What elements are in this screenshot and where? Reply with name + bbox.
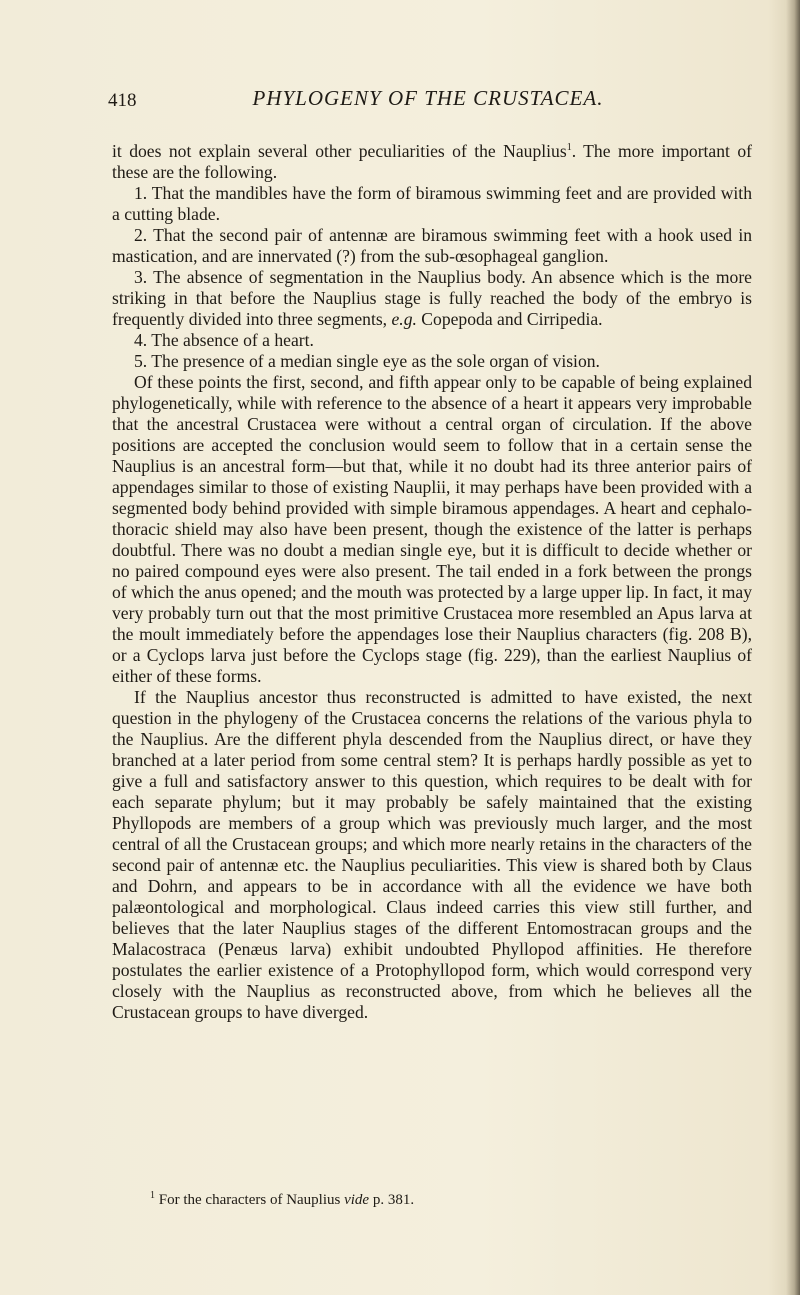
footnote-reference: 1	[566, 142, 572, 154]
footnote-text: For the characters of Nauplius	[158, 1192, 341, 1208]
body-text	[112, 141, 752, 1023]
page-number: 418	[108, 90, 137, 111]
list-item-4: 4. The absence of a heart.	[134, 330, 314, 350]
paragraph-conclusion: Of these points the first, second, and fifth appear only to be capable of being explained phylogenetically, while with reference to the absence of a heart it appears very improbable that the ancestral Crustacea were without a central organ of circulation. If the above positions are accepted the conclusion would seem to follow that in a certain sense the Nauplius is an ancestral form—but that, while it no doubt had its three anterior pairs of appendages similar to those of existing Nauplii, it may perhaps have been provided with a segmented body behind provided with simple biramous appendages. A heart and cephalo-thoracic shield may also have been present, though the existence of the latter is perhaps doubtful. There was no doubt a median single eye, but it is difficult to decide whether or no paired compound eyes were also present. The tail ended in a fork between the prongs of which the anus opened; and the mouth was protected by a large upper lip. In fact, it may very probably turn out that the most primitive Crustacea more resembled an Apus larva at the moult immediately before the appendages lose their Nauplius characters (fig. 208 B), or a Cyclops larva just before the Cyclops stage (fig. 229), than the earliest Nauplius of either of these forms.	[112, 372, 752, 686]
list-item-3-text: 3. The absence of segmentation in the Nauplius body. An absence which is the more striking in that before the Nauplius stage is fully reached the body of the embryo is frequently divided into three segments,	[112, 267, 752, 329]
paragraph-phylogeny: If the Nauplius ancestor thus reconstructed is admitted to have existed, the next question in the phylogeny of the Crustacea concerns the relations of the various phyla to the Nauplius. Are the different phyla descended from the Nauplius direct, or have they branched at a later period from some central stem? It is perhaps hardly possible as yet to give a full and satisfactory answer to this question, which requires to be dealt with for each separate phylum; but it may probably be safely maintained that the existing Phyllopods are members of a group which was previously much larger, and the most central of all the Crustacean groups; and which more nearly retains in the characters of the second pair of antennæ etc. the Nauplius peculiarities. This view is shared both by Claus and Dohrn, and appears to be in accordance with all the evidence we have both palæontological and morphological. Claus indeed carries this view still further, and believes that the later Nauplius stages of the different Entomostracan groups and the Malacostraca (Penæus larva) exhibit undoubted Phyllopod affinities. He therefore postulates the earlier existence of a Protophyllopod form, which would correspond very closely with the Nauplius as reconstructed above, from which he believes all the Crustacean groups to have diverged.	[112, 687, 752, 1022]
list-item-5: 5. The presence of a median single eye as the sole organ of vision.	[134, 351, 600, 371]
footnote-mark: 1	[150, 1190, 155, 1201]
list-item-1: 1. That the mandibles have the form of biramous swimming feet and are provided with a cutting blade.	[112, 183, 752, 224]
page-header	[108, 86, 748, 116]
eg-abbrev: e.g.	[391, 309, 417, 329]
intro-text-end: . The more important of these are the following.	[112, 141, 753, 182]
footnote-page-ref: p. 381.	[372, 1192, 415, 1208]
footnote-vide: vide	[344, 1192, 370, 1208]
list-item-3-end: Copepoda and Cirripedia.	[421, 309, 603, 329]
list-item-2: 2. That the second pair of antennæ are biramous swimming feet with a hook used in mastication, and are innervated (?) from the sub-œsophageal ganglion.	[112, 225, 752, 266]
running-title: PHYLOGENY OF THE CRUSTACEA.	[252, 86, 604, 110]
intro-text: it does not explain several other peculiarities of the Nauplius	[112, 141, 567, 161]
footnote	[112, 1192, 752, 1209]
list-item-3	[112, 267, 752, 330]
page-edge-shadow	[786, 0, 800, 1295]
paragraph-intro	[112, 141, 752, 183]
